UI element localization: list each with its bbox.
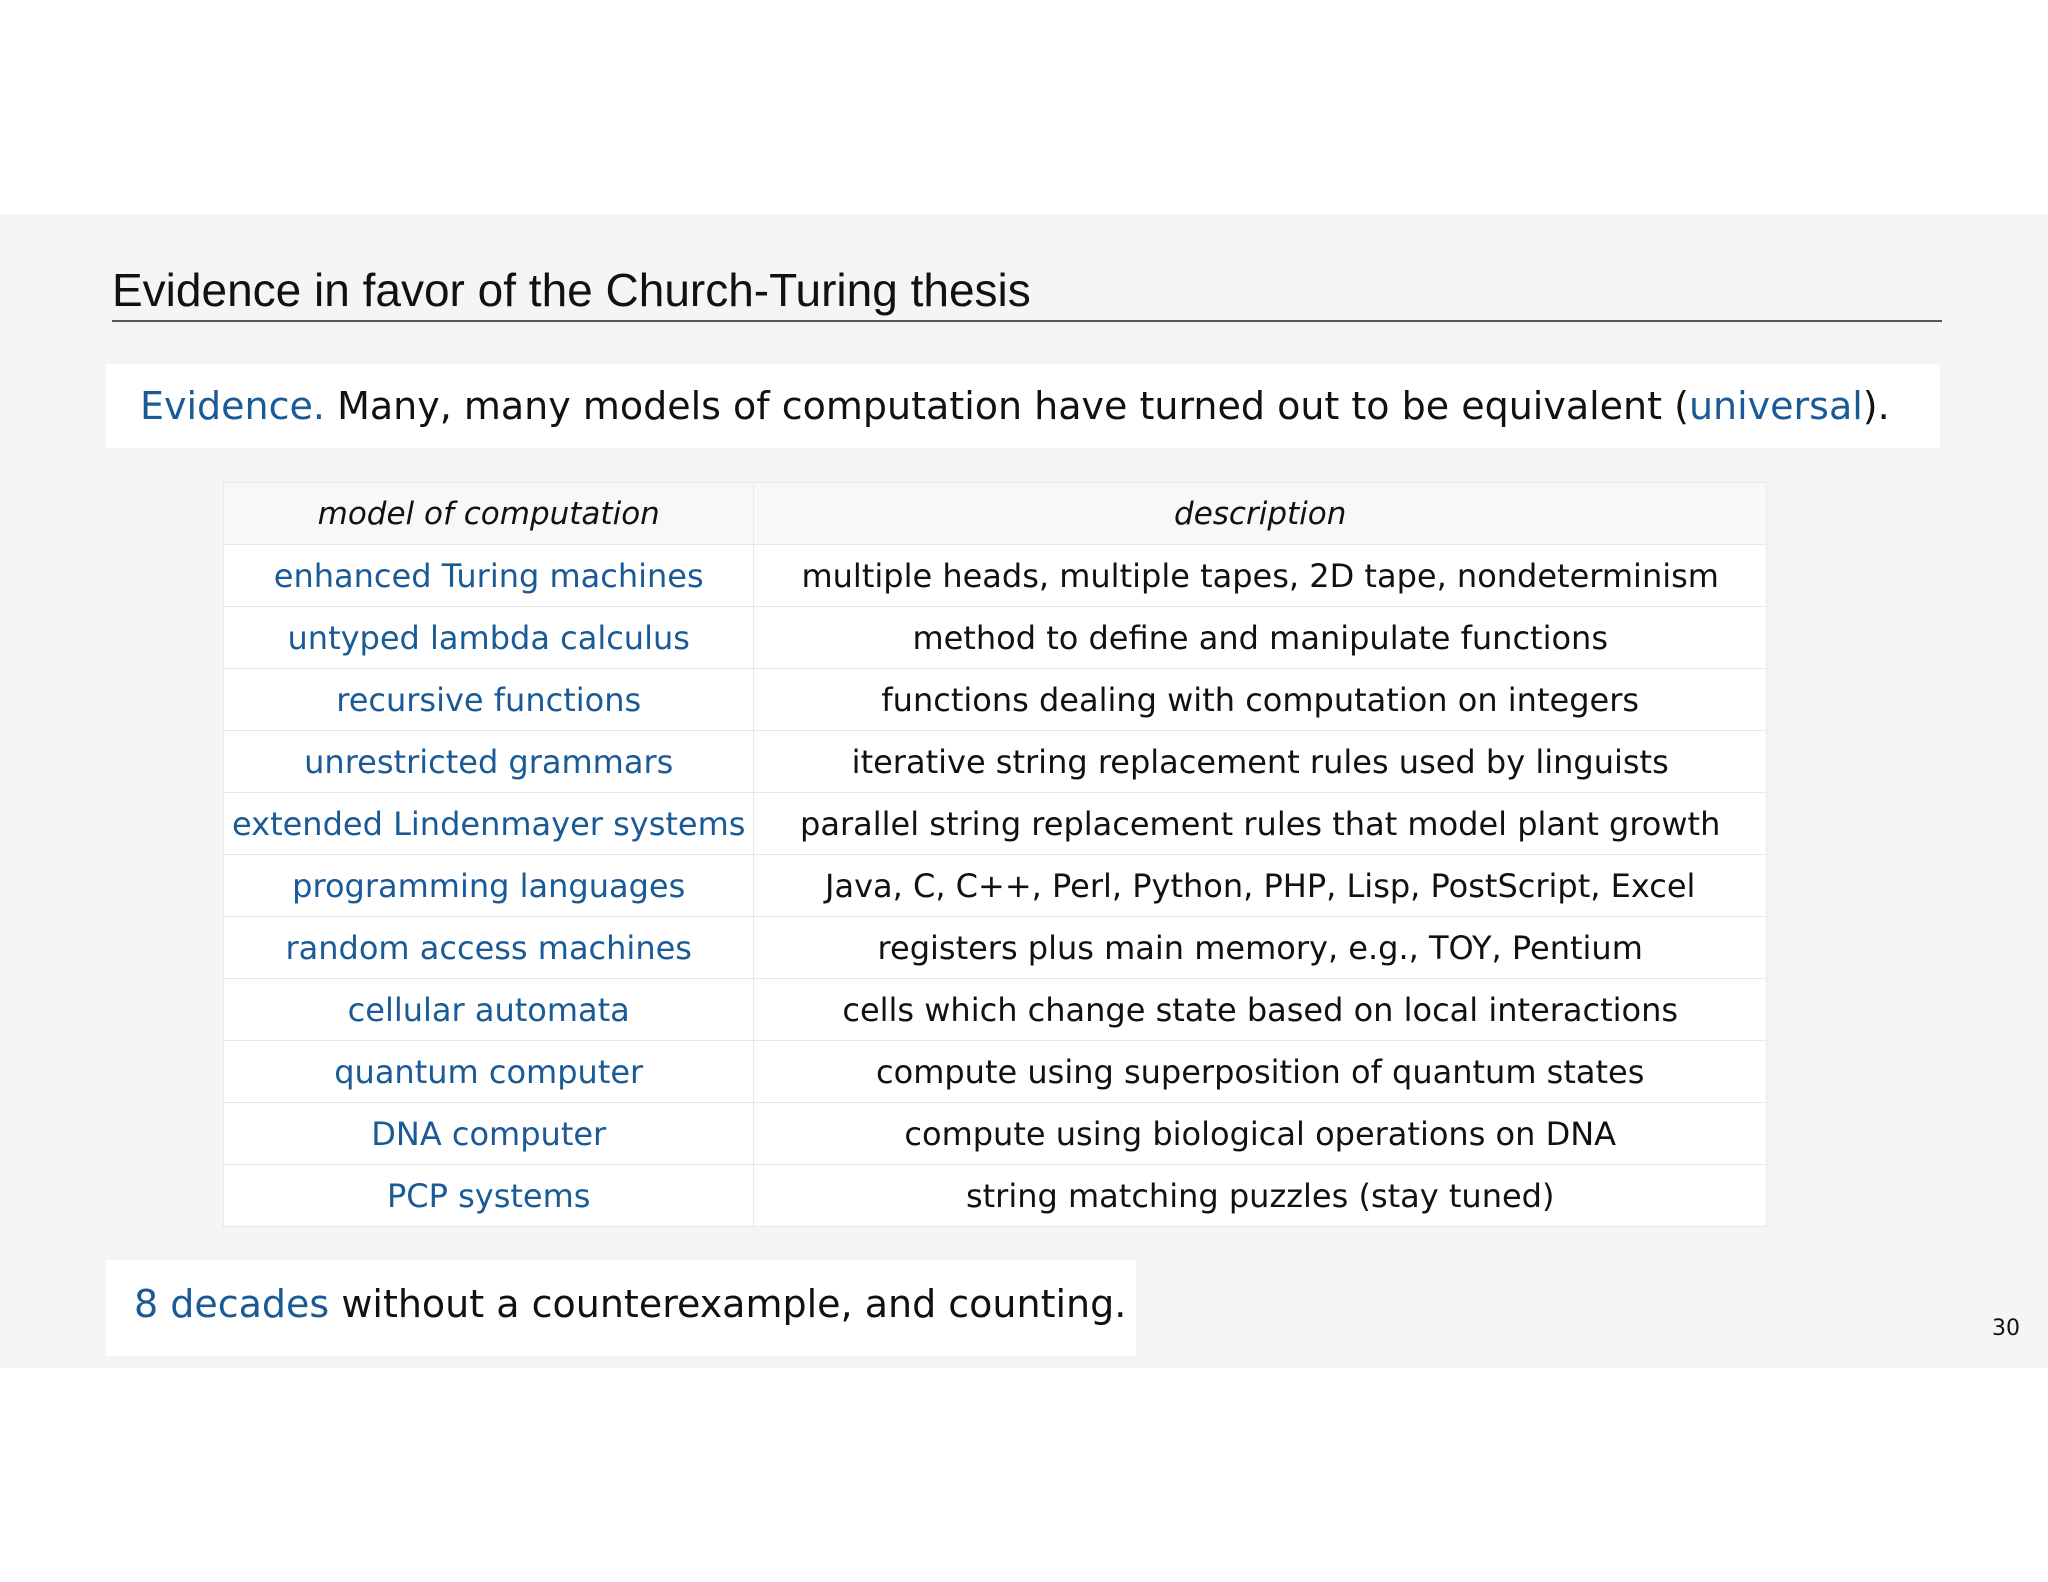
table-row <box>224 669 1767 731</box>
model-description: Java, C, C++, Perl, Python, PHP, Lisp, PostScript, Excel <box>754 855 1767 917</box>
page-number: 30 <box>1992 1316 2020 1341</box>
table-row <box>224 979 1767 1041</box>
models-table <box>223 482 1767 1227</box>
model-name: unrestricted grammars <box>224 731 754 793</box>
table-row <box>224 731 1767 793</box>
slide <box>0 214 2048 1368</box>
evidence-text: Many, many models of computation have turned out to be equivalent ( <box>325 384 1689 428</box>
slide-title: Evidence in favor of the Church-Turing thesis <box>112 264 1031 316</box>
model-description: parallel string replacement rules that model plant growth <box>754 793 1767 855</box>
model-description: method to define and manipulate functions <box>754 607 1767 669</box>
model-description: compute using biological operations on DNA <box>754 1103 1767 1165</box>
model-name: quantum computer <box>224 1041 754 1103</box>
table-row <box>224 1165 1767 1227</box>
evidence-highlight: universal <box>1688 384 1863 428</box>
model-name: programming languages <box>224 855 754 917</box>
model-description: cells which change state based on local interactions <box>754 979 1767 1041</box>
table-row <box>224 1041 1767 1103</box>
model-description: registers plus main memory, e.g., TOY, Pentium <box>754 917 1767 979</box>
model-description: functions dealing with computation on integers <box>754 669 1767 731</box>
conclusion-callout <box>106 1260 1136 1356</box>
table-row <box>224 793 1767 855</box>
model-name: cellular automata <box>224 979 754 1041</box>
table-row <box>224 607 1767 669</box>
conclusion-highlight: 8 decades <box>134 1282 330 1326</box>
table-row <box>224 855 1767 917</box>
evidence-text-end: ). <box>1862 384 1890 428</box>
conclusion-text: without a counterexample, and counting. <box>329 1282 1127 1326</box>
model-name: DNA computer <box>224 1103 754 1165</box>
title-divider <box>112 320 1942 322</box>
column-header-description: description <box>754 483 1767 545</box>
model-name: recursive functions <box>224 669 754 731</box>
table-row <box>224 545 1767 607</box>
model-description: iterative string replacement rules used by linguists <box>754 731 1767 793</box>
table-row <box>224 1103 1767 1165</box>
model-name: extended Lindenmayer systems <box>224 793 754 855</box>
table-header-row <box>224 483 1767 545</box>
evidence-callout <box>106 364 1940 448</box>
column-header-model: model of computation <box>224 483 754 545</box>
evidence-label: Evidence. <box>140 384 325 428</box>
model-name: random access machines <box>224 917 754 979</box>
table-row <box>224 917 1767 979</box>
model-name: untyped lambda calculus <box>224 607 754 669</box>
model-name: PCP systems <box>224 1165 754 1227</box>
model-description: string matching puzzles (stay tuned) <box>754 1165 1767 1227</box>
model-name: enhanced Turing machines <box>224 545 754 607</box>
model-description: multiple heads, multiple tapes, 2D tape, nondeterminism <box>754 545 1767 607</box>
model-description: compute using superposition of quantum states <box>754 1041 1767 1103</box>
